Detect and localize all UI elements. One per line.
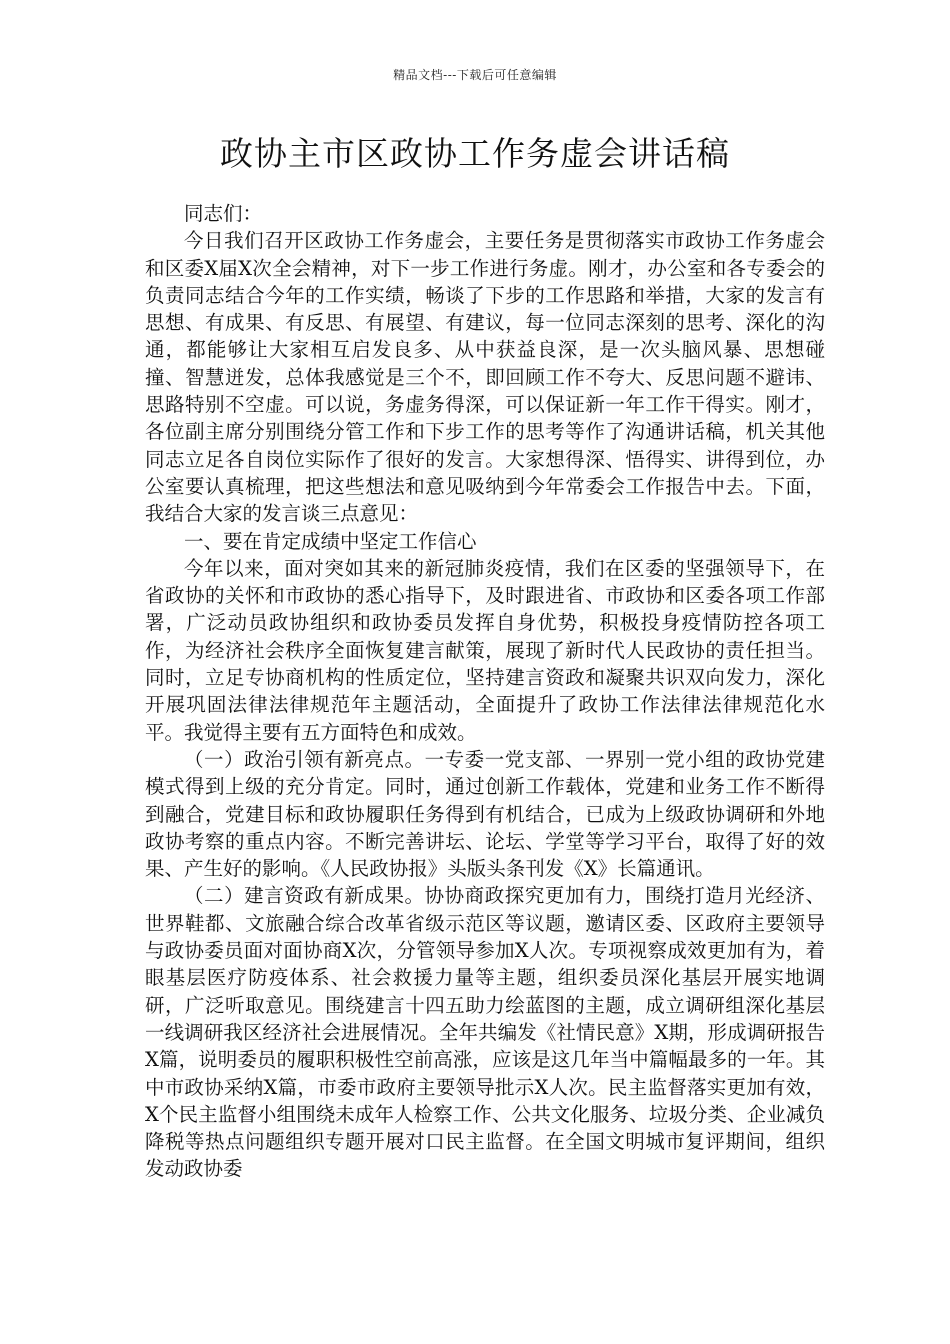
page-header-note: 精品文档---下载后可任意编辑 (393, 68, 557, 82)
subsection-2-paragraph: （二）建言资政有新成果。协协商政探究更加有力，围绕打造月光经济、世界鞋都、文旅融合综合改革省级示范区等议题，邀请区委、区政府主要领导与政协委员面对面协商X次，分管领导参加X人次。专项视察成效更加有为，着眼基层医疗防疫体系、社会救援力量等主题，组织委员深化基层开展实地调研，广泛听取意见。围绕建言十四五助力绘蓝图的主题，成立调研组深化基层一线调研我区经济社会进展情况。全年共编发《社情民意》X期，形成调研报告X篇，说明委员的履职积极性空前高涨，应该是这几年当中篇幅最多的一年。其中市政协采纳X篇，市委市政府主要领导批示X人次。民主监督落实更加有效，X个民主监督小组围绕未成年人检察工作、公共文化服务、垃圾分类、企业减负降税等热点问题组织专题开展对口民主监督。在全国文明城市复评期间，组织发动政协委 (145, 884, 825, 1181)
salutation-paragraph: 同志们： (184, 202, 263, 225)
section-1-paragraph: 今年以来，面对突如其来的新冠肺炎疫情，我们在区委的坚强领导下，在省政协的关怀和市政协的悉心指导下，及时跟进省、市政协和区委各项工作部署，广泛动员政协组织和政协委员发挥自身优势，积极投身疫情防控各项工作，为经济社会秩序全面恢复建言献策，展现了新时代人民政协的责任担当。同时，立足专协商机构的性质定位，坚持建言资政和凝聚共识双向发力，深化开展巩固法律法律规范年主题活动，全面提升了政协工作法律法律规范化水平。我觉得主要有五方面特色和成效。 (145, 556, 825, 744)
section-heading-1: 一、要在肯定成绩中坚定工作信心 (184, 529, 477, 553)
opening-paragraph: 今日我们召开区政协工作务虚会，主要任务是贯彻落实市政协工作务虚会和区委X届X次全会精神，对下一步工作进行务虚。刚才，办公室和各专委会的负责同志结合今年的工作实绩，畅谈了下步的工作思路和举措，大家的发言有思想、有成果、有反思、有展望、有建议，每一位同志深刻的思考、深化的沟通，都能够让大家相互启发良多、从中获益良深，是一次头脑风暴、思想碰撞、智慧迸发，总体我感觉是三个不，即回顾工作不夸大、反思问题不避讳、思路特别不空虚。可以说，务虚务得深，可以保证新一年工作干得实。刚才，各位副主席分别围绕分管工作和下步工作的思考等作了沟通讲话稿，机关其他同志立足各自岗位实际作了很好的发言。大家想得深、悟得实、讲得到位，办公室要认真梳理，把这些想法和意见吸纳到今年常委会工作报告中去。下面，我结合大家的发言谈三点意见： (145, 229, 825, 526)
document-body (145, 200, 825, 1183)
document-title: 政协主市区政协工作务虚会讲话稿 (220, 134, 730, 173)
subsection-1-paragraph: （一）政治引领有新亮点。一专委一党支部、一界别一党小组的政协党建模式得到上级的充分肯定。同时，通过创新工作载体，党建和业务工作不断得到融合，党建目标和政协履职任务得到有机结合，已成为上级政协调研和外地政协考察的重点内容。不断完善讲坛、论坛、学堂等学习平台，取得了好的效果、产生好的影响。《人民政协报》头版头条刊发《X》长篇通讯。 (145, 747, 825, 881)
